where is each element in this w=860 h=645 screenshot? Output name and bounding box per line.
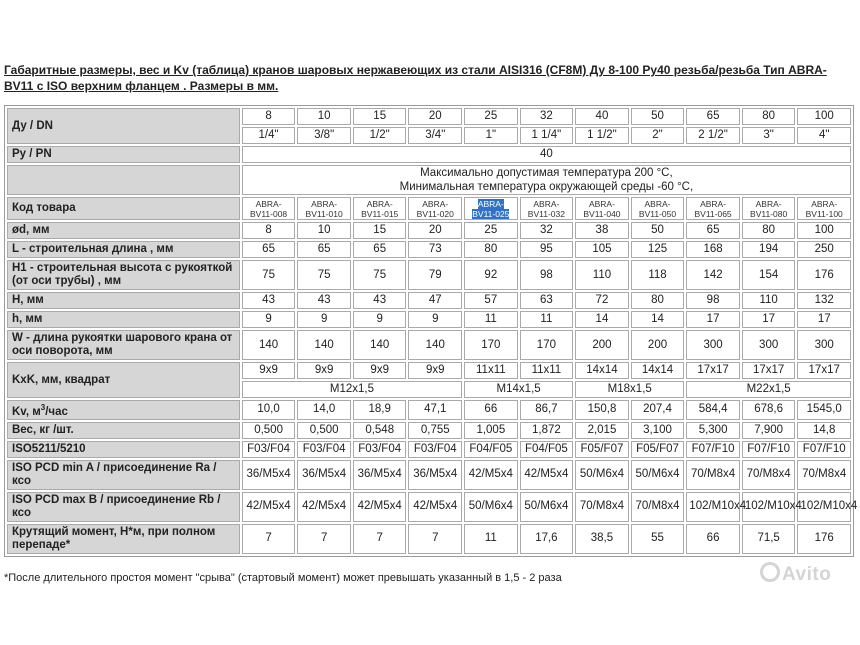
- inch-cell: 1 1/2": [575, 127, 629, 144]
- product-code: ABRA-BV11-050: [638, 198, 677, 219]
- pcd_min-cell: 36/M5x4: [353, 460, 407, 490]
- pcd_max-cell: 42/M5x4: [242, 492, 296, 522]
- table-row-h: [7, 292, 851, 309]
- kv-cell: 14,0: [297, 400, 351, 420]
- kxk-cell: 9x9: [353, 362, 407, 379]
- H1-cell: 98: [520, 260, 574, 290]
- table-row-h-small: [7, 311, 851, 328]
- product-code-cell: [408, 197, 462, 220]
- weight-cell: 14,8: [797, 422, 851, 439]
- H1-cell: 154: [742, 260, 796, 290]
- product-code-cell: [686, 197, 740, 220]
- dn-cell: 25: [464, 108, 518, 125]
- torque-cell: 66: [686, 524, 740, 554]
- h-cell: 11: [464, 311, 518, 328]
- table-row-h1: [7, 260, 851, 290]
- W-cell: 300: [686, 330, 740, 360]
- H-cell: 80: [631, 292, 685, 309]
- document-title: Габаритные размеры, вес и Kv (таблица) кранов шаровых нержавеющих из стали AISI316 (CF8M) Ду 8-100 Ру40 резьба/резьба Тип ABRA-BV11 с ISO верхним фланцем . Размеры в мм.: [4, 63, 827, 93]
- product-code: ABRA-BV11-015: [361, 198, 399, 219]
- table-row-code: [7, 197, 851, 220]
- inch-cell: 3": [742, 127, 796, 144]
- L-cell: 65: [297, 241, 351, 258]
- inch-cell: 1 1/4": [520, 127, 574, 144]
- label-l: L - строительная длина , мм: [7, 241, 240, 258]
- pcd_max-cell: 102/M10x4: [686, 492, 740, 522]
- iso-cell: F03/F04: [242, 441, 296, 458]
- dn-cell: 10: [297, 108, 351, 125]
- kv-cell: 678,6: [742, 400, 796, 420]
- h-cell: 17: [742, 311, 796, 328]
- kv-cell: 10,0: [242, 400, 296, 420]
- kxk-cell: 14x14: [575, 362, 629, 379]
- label-w: W - длина рукоятки шарового крана от оси поворота, мм: [7, 330, 240, 360]
- pcd_max-cell: 42/M5x4: [297, 492, 351, 522]
- iso-cell: F05/F07: [575, 441, 629, 458]
- avito-watermark: Avito: [760, 562, 831, 586]
- h-cell: 14: [631, 311, 685, 328]
- product-code: ABRA-BV11-020: [416, 198, 454, 219]
- label-h-small: h, мм: [7, 311, 240, 328]
- W-cell: 140: [242, 330, 296, 360]
- label-od: ød, мм: [7, 222, 240, 239]
- product-code: ABRA-BV11-010: [305, 198, 343, 219]
- W-cell: 140: [408, 330, 462, 360]
- kv-cell: 1545,0: [797, 400, 851, 420]
- product-code-cell: [242, 197, 296, 220]
- h-cell: 17: [686, 311, 740, 328]
- od-cell: 50: [631, 222, 685, 239]
- label-pcd-min: ISO PCD min A / присоединение Ra / ксо: [7, 460, 240, 490]
- pcd_min-cell: 50/M6x4: [575, 460, 629, 490]
- L-cell: 65: [242, 241, 296, 258]
- weight-cell: 3,100: [631, 422, 685, 439]
- pcd_max-cell: 42/M5x4: [408, 492, 462, 522]
- pcd_max-cell: 50/M6x4: [464, 492, 518, 522]
- h-cell: 9: [408, 311, 462, 328]
- L-cell: 250: [797, 241, 851, 258]
- label-torque: Крутящий момент, Н*м, при полном перепаде*: [7, 524, 240, 554]
- H-cell: 72: [575, 292, 629, 309]
- weight-cell: 1,005: [464, 422, 518, 439]
- torque-cell: 71,5: [742, 524, 796, 554]
- kxk-cell: 11x11: [520, 362, 574, 379]
- inch-cell: 4": [797, 127, 851, 144]
- H-cell: 47: [408, 292, 462, 309]
- weight-cell: 0,548: [353, 422, 407, 439]
- iso-cell: F03/F04: [297, 441, 351, 458]
- label-code: Код товара: [7, 197, 240, 220]
- pcd_min-cell: 42/M5x4: [464, 460, 518, 490]
- torque-cell: 38,5: [575, 524, 629, 554]
- iso-cell: F07/F10: [797, 441, 851, 458]
- H-cell: 132: [797, 292, 851, 309]
- product-code-cell: [797, 197, 851, 220]
- label-h1: H1 - строительная высота с рукояткой (от оси трубы) , мм: [7, 260, 240, 290]
- kv-cell: 18,9: [353, 400, 407, 420]
- product-code: ABRA-BV11-032: [527, 198, 565, 219]
- inch-cell: 1/4": [242, 127, 296, 144]
- H1-cell: 79: [408, 260, 462, 290]
- od-cell: 65: [686, 222, 740, 239]
- H1-cell: 176: [797, 260, 851, 290]
- product-code-cell: [575, 197, 629, 220]
- dn-cell: 40: [575, 108, 629, 125]
- H-cell: 110: [742, 292, 796, 309]
- pn-value: 40: [242, 146, 851, 163]
- product-code-cell: [631, 197, 685, 220]
- H1-cell: 75: [297, 260, 351, 290]
- torque-cell: 176: [797, 524, 851, 554]
- h-cell: 17: [797, 311, 851, 328]
- iso-cell: F05/F07: [631, 441, 685, 458]
- od-cell: 20: [408, 222, 462, 239]
- label-kxk: KxK, мм, квадрат: [7, 362, 240, 398]
- label-weight: Вес, кг /шт.: [7, 422, 240, 439]
- H1-cell: 75: [242, 260, 296, 290]
- dn-cell: 20: [408, 108, 462, 125]
- kv-cell: 584,4: [686, 400, 740, 420]
- od-cell: 15: [353, 222, 407, 239]
- pcd_min-cell: 70/M8x4: [797, 460, 851, 490]
- torque-cell: 11: [464, 524, 518, 554]
- thread-cell: M22x1,5: [686, 381, 851, 398]
- H-cell: 57: [464, 292, 518, 309]
- pcd_max-cell: 42/M5x4: [353, 492, 407, 522]
- kv-cell: 207,4: [631, 400, 685, 420]
- product-code-cell: [464, 197, 518, 220]
- inch-cell: 1": [464, 127, 518, 144]
- product-code-cell: [297, 197, 351, 220]
- L-cell: 168: [686, 241, 740, 258]
- dn-cell: 8: [242, 108, 296, 125]
- H1-cell: 142: [686, 260, 740, 290]
- W-cell: 300: [797, 330, 851, 360]
- H-cell: 43: [242, 292, 296, 309]
- table-row-dn: [7, 108, 851, 125]
- torque-cell: 17,6: [520, 524, 574, 554]
- iso-cell: F04/F05: [464, 441, 518, 458]
- iso-cell: F04/F05: [520, 441, 574, 458]
- label-pcd-max: ISO PCD max B / присоединение Rb / ксо: [7, 492, 240, 522]
- torque-cell: 7: [353, 524, 407, 554]
- inch-cell: 3/4": [408, 127, 462, 144]
- temperature-cell: [242, 165, 851, 195]
- label-iso: ISO5211/5210: [7, 441, 240, 458]
- L-cell: 194: [742, 241, 796, 258]
- h-cell: 9: [242, 311, 296, 328]
- torque-cell: 7: [242, 524, 296, 554]
- H-cell: 43: [297, 292, 351, 309]
- inch-cell: 2 1/2": [686, 127, 740, 144]
- h-cell: 9: [353, 311, 407, 328]
- H-cell: 98: [686, 292, 740, 309]
- table-body: [7, 108, 858, 554]
- table-row-od: [7, 222, 851, 239]
- pcd_min-cell: 36/M5x4: [408, 460, 462, 490]
- h-cell: 14: [575, 311, 629, 328]
- footnote: *После длительного простоя момент "срыва" (стартовый момент) может превышать указанный в 1,5 - 2 раза: [4, 572, 562, 584]
- label-h: H, мм: [7, 292, 240, 309]
- H1-cell: 92: [464, 260, 518, 290]
- label-du: Ду / DN: [7, 108, 240, 144]
- od-cell: 38: [575, 222, 629, 239]
- iso-cell: F03/F04: [408, 441, 462, 458]
- kxk-cell: 9x9: [297, 362, 351, 379]
- dn-cell: 32: [520, 108, 574, 125]
- kv-cell: 66: [464, 400, 518, 420]
- temp-max-text: Максимально допустимая температура 200 °C,: [420, 167, 673, 179]
- od-cell: 10: [297, 222, 351, 239]
- od-cell: 100: [797, 222, 851, 239]
- table-row-pcd-min: [7, 460, 851, 490]
- table-row-l: [7, 241, 851, 258]
- weight-cell: 0,500: [242, 422, 296, 439]
- L-cell: 95: [520, 241, 574, 258]
- avito-logo-icon: [760, 562, 780, 582]
- table-row-pn: [7, 146, 851, 163]
- pcd_max-cell: 70/M8x4: [575, 492, 629, 522]
- od-cell: 8: [242, 222, 296, 239]
- pcd_min-cell: 42/M5x4: [520, 460, 574, 490]
- pcd_max-cell: 102/M10x4: [742, 492, 796, 522]
- product-code-cell: [520, 197, 574, 220]
- kv-cell: 47,1: [408, 400, 462, 420]
- kxk-cell: 9x9: [408, 362, 462, 379]
- H-cell: 63: [520, 292, 574, 309]
- table-row-kv: [7, 400, 851, 420]
- label-pu: Ру / PN: [7, 146, 240, 163]
- H-cell: 43: [353, 292, 407, 309]
- kxk-cell: 9x9: [242, 362, 296, 379]
- product-code: ABRA-BV11-040: [583, 198, 621, 219]
- thread-cell: M14x1,5: [464, 381, 573, 398]
- product-code: ABRA-BV11-100: [805, 198, 843, 219]
- torque-cell: 7: [408, 524, 462, 554]
- pcd_min-cell: 70/M8x4: [686, 460, 740, 490]
- thread-cell: M18x1,5: [575, 381, 684, 398]
- weight-cell: 0,500: [297, 422, 351, 439]
- od-cell: 80: [742, 222, 796, 239]
- h-cell: 9: [297, 311, 351, 328]
- od-cell: 32: [520, 222, 574, 239]
- iso-cell: F03/F04: [353, 441, 407, 458]
- L-cell: 65: [353, 241, 407, 258]
- iso-cell: F07/F10: [686, 441, 740, 458]
- H1-cell: 118: [631, 260, 685, 290]
- product-code: ABRA-BV11-025: [472, 198, 510, 219]
- pcd_min-cell: 36/M5x4: [297, 460, 351, 490]
- product-code-cell: [353, 197, 407, 220]
- L-cell: 80: [464, 241, 518, 258]
- pcd_max-cell: 102/M10x4: [797, 492, 851, 522]
- torque-cell: 55: [631, 524, 685, 554]
- dimensions-table: [4, 105, 858, 557]
- dn-cell: 15: [353, 108, 407, 125]
- H1-cell: 75: [353, 260, 407, 290]
- weight-cell: 0,755: [408, 422, 462, 439]
- L-cell: 105: [575, 241, 629, 258]
- dn-cell: 50: [631, 108, 685, 125]
- od-cell: 25: [464, 222, 518, 239]
- table-row-iso: [7, 441, 851, 458]
- table-row-torque: [7, 524, 851, 554]
- kxk-cell: 11x11: [464, 362, 518, 379]
- W-cell: 200: [631, 330, 685, 360]
- dn-cell: 65: [686, 108, 740, 125]
- pcd_min-cell: 70/M8x4: [742, 460, 796, 490]
- kxk-cell: 17x17: [686, 362, 740, 379]
- iso-cell: F07/F10: [742, 441, 796, 458]
- weight-cell: 1,872: [520, 422, 574, 439]
- inch-cell: 1/2": [353, 127, 407, 144]
- W-cell: 300: [742, 330, 796, 360]
- pcd_max-cell: 50/M6x4: [520, 492, 574, 522]
- W-cell: 140: [353, 330, 407, 360]
- W-cell: 170: [464, 330, 518, 360]
- label-kv: Kv, $м^3$/час: [7, 400, 240, 420]
- weight-cell: 5,300: [686, 422, 740, 439]
- product-code: ABRA-BV11-008: [249, 198, 288, 219]
- L-cell: 73: [408, 241, 462, 258]
- kv-cell: 86,7: [520, 400, 574, 420]
- pcd_min-cell: 50/M6x4: [631, 460, 685, 490]
- weight-cell: 2,015: [575, 422, 629, 439]
- kxk-cell: 17x17: [797, 362, 851, 379]
- inch-cell: 3/8": [297, 127, 351, 144]
- kxk-cell: 14x14: [631, 362, 685, 379]
- pcd_max-cell: 70/M8x4: [631, 492, 685, 522]
- kxk-cell: 17x17: [742, 362, 796, 379]
- h-cell: 11: [520, 311, 574, 328]
- table-row-weight: [7, 422, 851, 439]
- W-cell: 140: [297, 330, 351, 360]
- dn-cell: 80: [742, 108, 796, 125]
- H1-cell: 110: [575, 260, 629, 290]
- label-temp-empty: [7, 165, 240, 195]
- temp-min-text: Минимальная температура окружающей среды -60 °C,: [399, 181, 694, 193]
- W-cell: 200: [575, 330, 629, 360]
- kv-cell: 150,8: [575, 400, 629, 420]
- dn-cell: 100: [797, 108, 851, 125]
- table-row-pcd-max: [7, 492, 851, 522]
- W-cell: 170: [520, 330, 574, 360]
- product-code-cell: [742, 197, 796, 220]
- torque-cell: 7: [297, 524, 351, 554]
- table-row-temp: [7, 165, 851, 195]
- table-row-kxk: [7, 362, 851, 379]
- thread-cell: M12x1,5: [242, 381, 462, 398]
- inch-cell: 2": [631, 127, 685, 144]
- weight-cell: 7,900: [742, 422, 796, 439]
- product-code: ABRA-BV11-080: [750, 198, 788, 219]
- table-row-w: [7, 330, 851, 360]
- pcd_min-cell: 36/M5x4: [242, 460, 296, 490]
- L-cell: 125: [631, 241, 685, 258]
- product-code: ABRA-BV11-065: [694, 198, 732, 219]
